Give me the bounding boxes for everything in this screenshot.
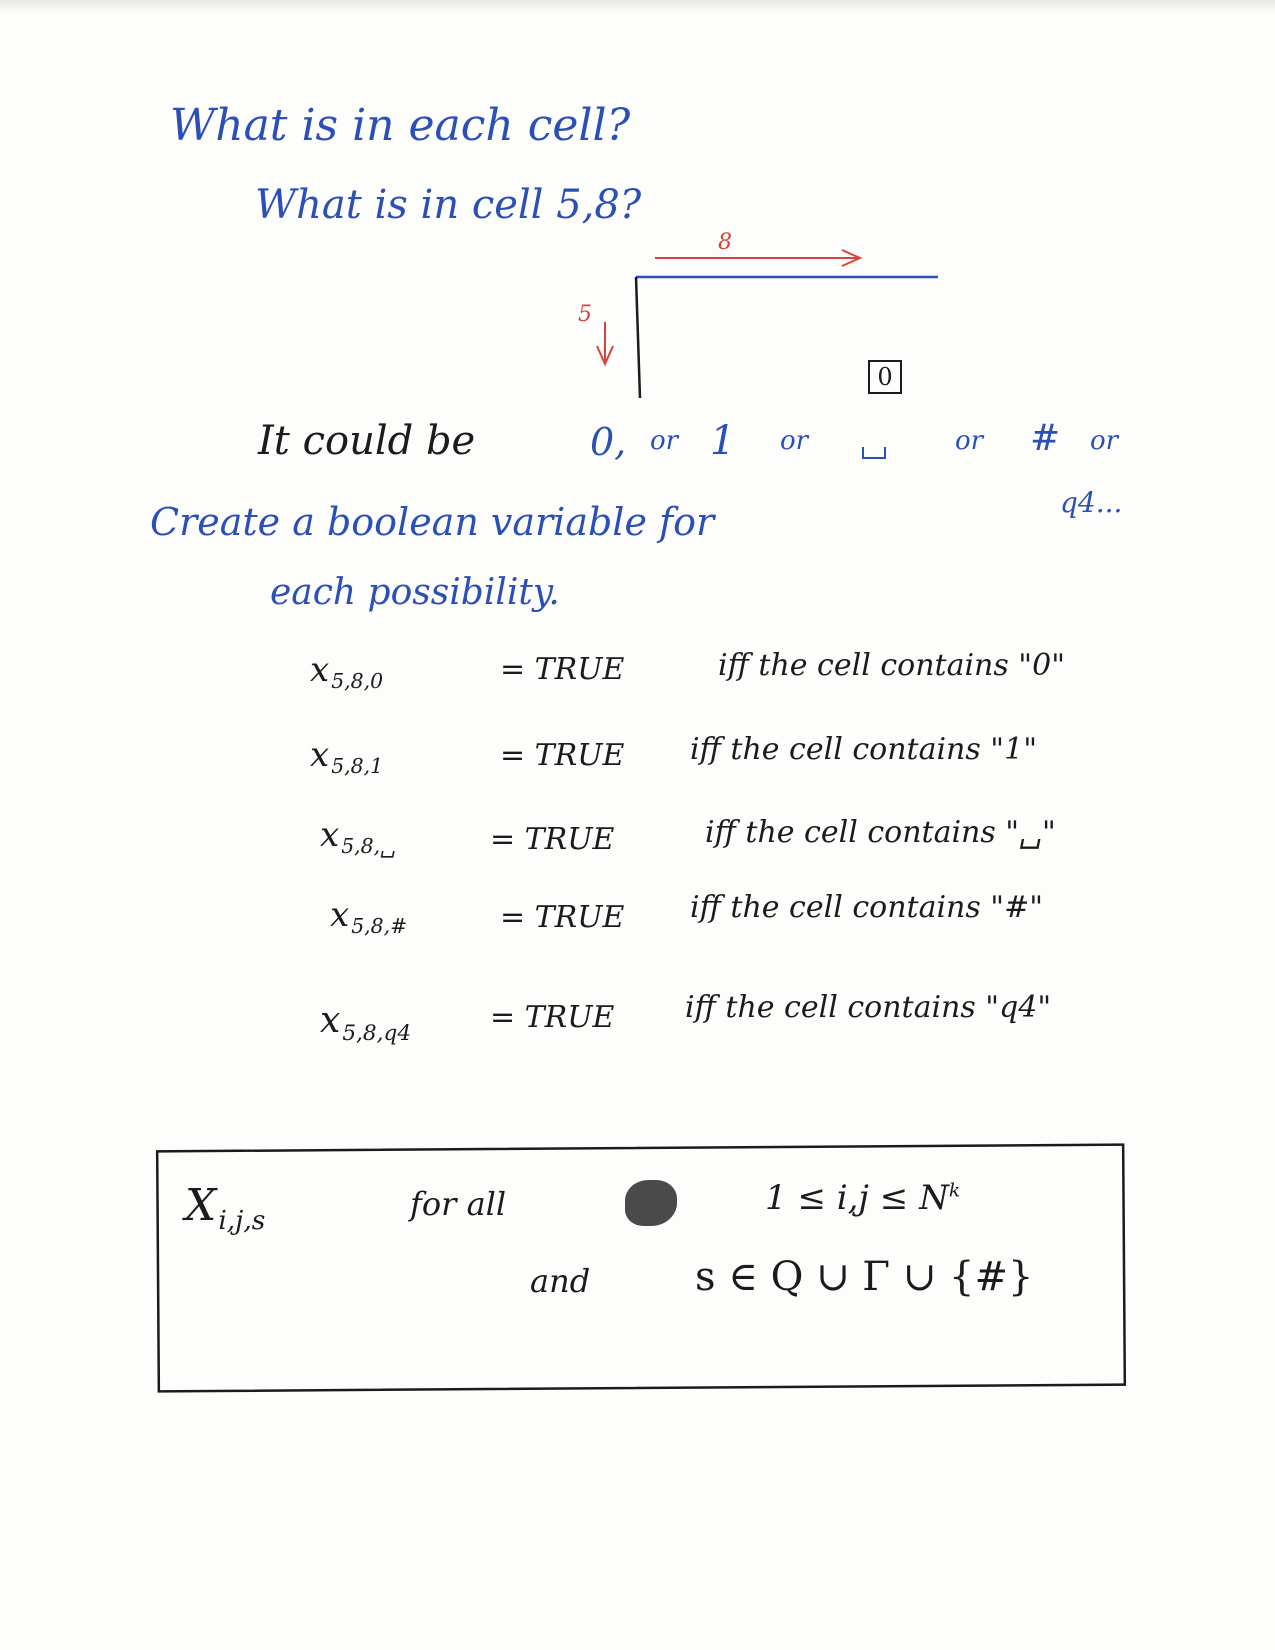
var-row-0-eq: = TRUE: [500, 652, 625, 687]
scribble-mark: [625, 1180, 677, 1226]
create-line-1: Create a boolean variable for: [150, 500, 715, 544]
question-each-cell: What is in each cell?: [170, 100, 631, 151]
var-row-0-desc: iff the cell contains "0": [718, 648, 1065, 683]
could-be-prefix: It could be: [258, 418, 476, 464]
var-row-3-eq: = TRUE: [500, 900, 625, 935]
summary-and: and: [530, 1262, 591, 1300]
question-cell-5-8: What is in cell 5,8?: [255, 182, 642, 228]
cell-5-8: 0: [868, 360, 902, 394]
var-row-1-eq: = TRUE: [500, 738, 625, 773]
summary-cond-2: s ∈ Q ∪ Γ ∪ {#}: [695, 1254, 1034, 1300]
var-row-4-eq: = TRUE: [490, 1000, 615, 1035]
option-or-2: or: [780, 426, 809, 456]
create-line-2: each possibility.: [270, 572, 560, 613]
option-or-4: or: [1090, 426, 1119, 456]
var-row-2-eq: = TRUE: [490, 822, 615, 857]
var-row-3-desc: iff the cell contains "#": [690, 890, 1044, 925]
blank-symbol-icon: [860, 432, 888, 467]
var-row-3: $x_{5,8,\#}$: [330, 895, 408, 939]
column-label: 8: [718, 230, 732, 255]
var-row-1: $x_{5,8,1}$: [310, 735, 384, 779]
row-label: 5: [578, 302, 592, 327]
option-1: 1: [710, 418, 736, 464]
var-row-1-desc: iff the cell contains "1": [690, 732, 1037, 767]
option-or-3: or: [955, 426, 984, 456]
var-row-4: $x_{5,8,q4}$: [320, 1000, 412, 1046]
summary-cond-1: $1 \le i,j \le N^k$: [765, 1178, 961, 1218]
option-q4: q4...: [1060, 486, 1123, 519]
summary-variable: $X_{i,j,s}$: [185, 1180, 266, 1237]
var-row-2: $x_{5,8,␣}$: [320, 815, 396, 859]
var-row-0: $x_{5,8,0}$: [310, 650, 384, 694]
var-row-2-desc: iff the cell contains "␣": [705, 815, 1056, 850]
option-0: 0,: [590, 420, 627, 464]
option-hash: #: [1030, 418, 1061, 459]
summary-for-all: for all: [410, 1185, 507, 1223]
option-or-1: or: [650, 426, 679, 456]
var-row-4-desc: iff the cell contains "q4": [685, 990, 1052, 1025]
